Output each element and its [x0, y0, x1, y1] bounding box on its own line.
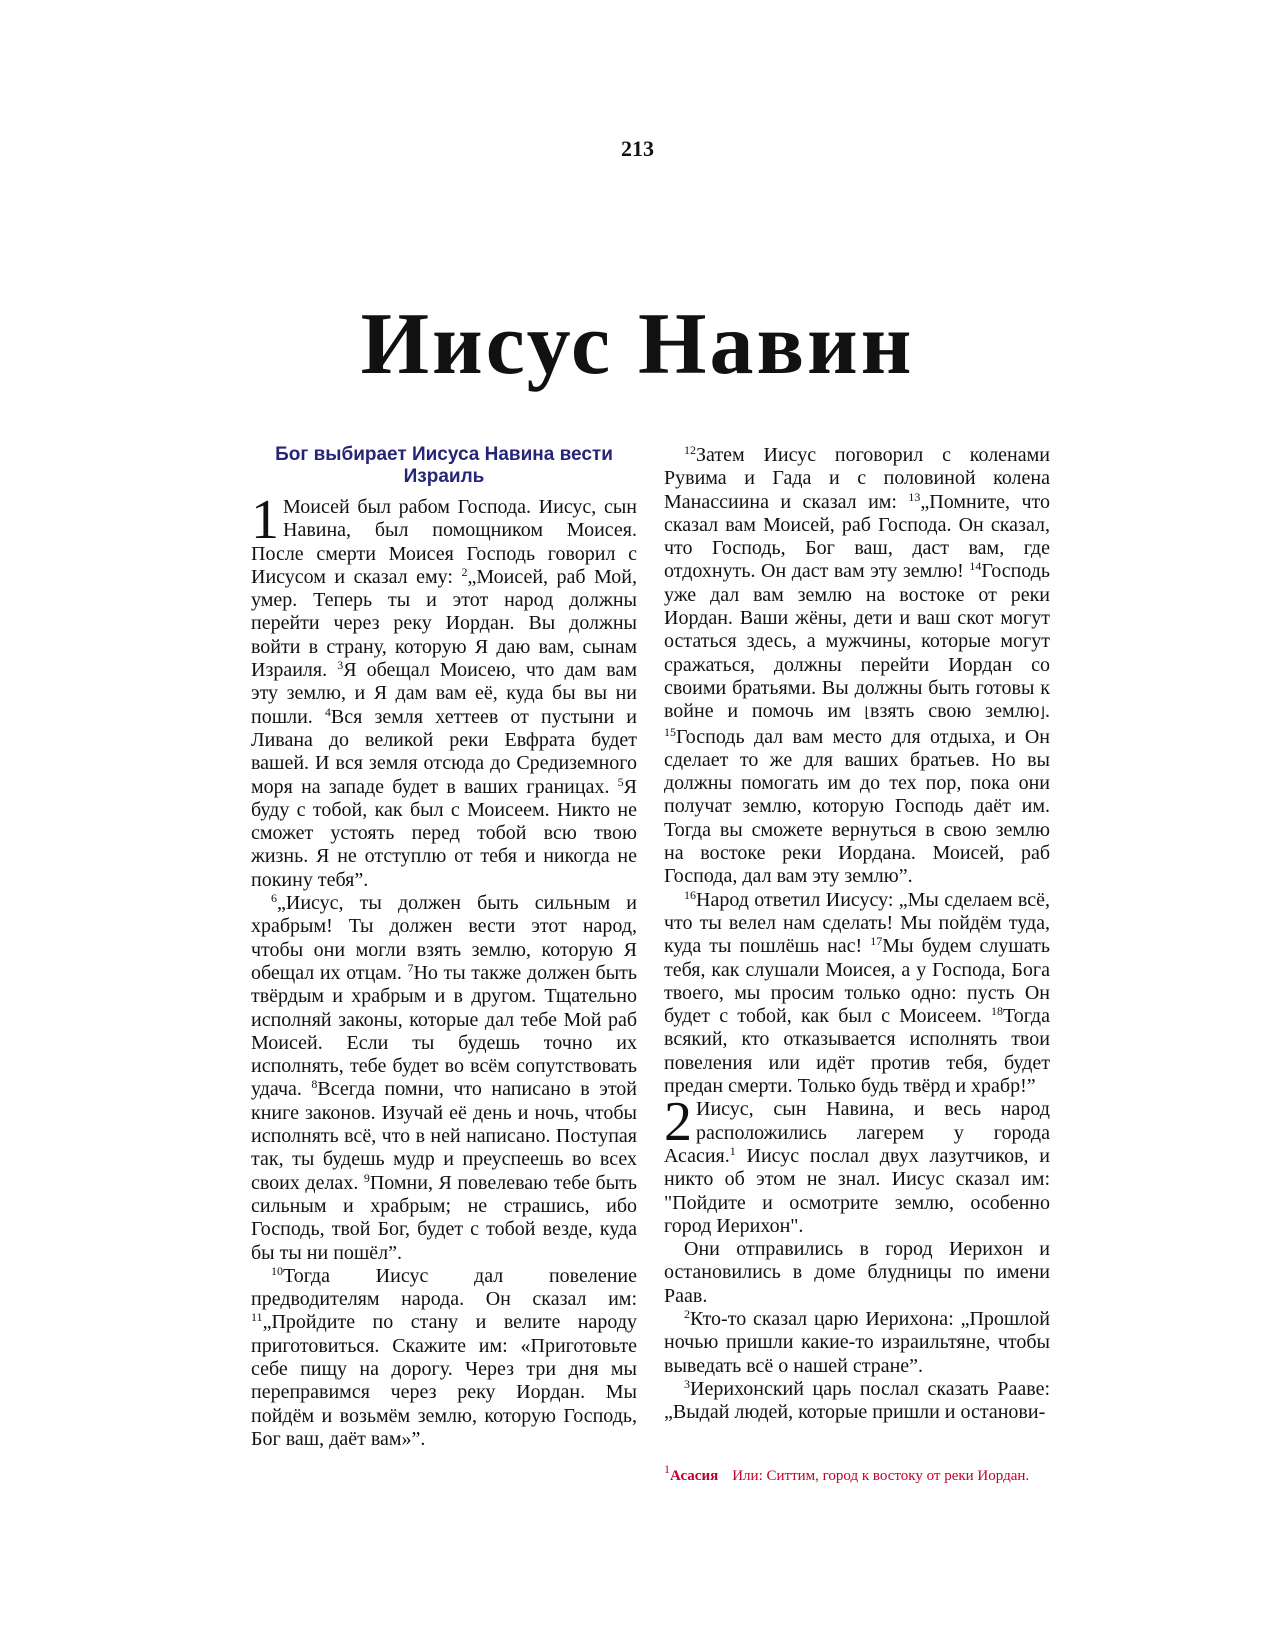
chapter-number: 2: [664, 1091, 692, 1154]
bracket-open: ⌊: [864, 706, 871, 722]
verse-number: 16: [684, 887, 696, 902]
verse-number: 13: [908, 489, 921, 504]
verse-text: Кто-то сказал царю Иерихона: „Прошлой ночью пришли какие-то израильтяне, чтобы выведать всё о нашей стране”.: [664, 1307, 1050, 1377]
right-column: [664, 444, 1050, 1424]
verse-text: Иерихонский царь послал сказать Рааве: „Выдай людей, которые пришли и останови-: [664, 1377, 1050, 1424]
verse-text: „Пройдите по стану и велите народу приготовиться. Скажите им: «Приготовьте себе пищу на дорогу. Через три дня мы переправимся через реку Иордан. Мы пойдём и возьмём землю, которую Господь, Бог ваш, даёт вам»”.: [251, 1311, 637, 1450]
verse-text: Тогда всякий, кто отказывается исполнять твои повеления или идёт против тебя, будет предан смерти. Только будь твёрд и храбр!”: [664, 1005, 1050, 1098]
verse-text: Затем Иисус поговорил с коленами Рувима и Гада и с половиной колена Манассиина и сказал им:: [664, 444, 1050, 513]
verse-text: Господь дал вам место для отдыха, и Он сделает то же для ваших братьев. Но вы должны помогать им до тех пор, пока они получат землю, которую Господь даёт им. Тогда вы сможете вернуться в свою землю на востоке реки Иордана. Моисей, раб Господа, дал вам эту землю”.: [664, 725, 1050, 888]
verse-text: Но ты также должен быть твёрдым и храбрым и в другом. Тщательно исполняй законы, которые дал тебе Мой раб Моисей. Если ты будешь точно их исполнять, тебе будет во всём сопутствовать удача.: [251, 961, 637, 1101]
verse-text: Моисей был рабом Господа. Иисус, сын Навина, был помощником Моисея. После смерти Моисея Господь говорил с Иисусом и сказал ему:: [251, 496, 637, 588]
paragraph: [664, 1238, 1050, 1308]
verse-number: 9: [363, 1170, 370, 1185]
verse-text: Народ ответил Иисусу: „Мы сделаем всё, что ты велел нам сделать! Мы пойдём туда, куда ты пошлёшь нас!: [664, 888, 1050, 958]
footnote-text: Или: Ситтим, город к востоку от реки Иордан.: [732, 1468, 1030, 1484]
verse-text: „Иисус, ты должен быть сильным и храбрым! Ты должен вести этот народ, чтобы они могли взять землю, которую Я обещал их отцам.: [251, 892, 637, 984]
verse-text: „Помните, что сказал вам Моисей, раб Господа. Он сказал, что Господь, Бог ваш, даст вам, где отдохнуть. Он даст вам эту землю!: [664, 490, 1051, 583]
paragraph: [251, 892, 637, 1265]
verse-number: 4: [324, 704, 331, 719]
verse-number: 5: [617, 774, 624, 789]
page-number: 213: [621, 136, 654, 161]
section-heading: Бог выбирает Иисуса Навина вести Израиль: [275, 444, 613, 487]
paragraph: [251, 1265, 637, 1451]
footnote-term: Асасия: [670, 1468, 719, 1484]
verse-number: 12: [684, 443, 696, 457]
paragraph: [664, 1378, 1050, 1425]
verse-number: 14: [969, 559, 982, 574]
book-title: Иисус Навин: [360, 296, 915, 393]
verse-number: 2: [684, 1306, 690, 1321]
verse-text: „Моисей, раб Мой, умер. Теперь ты и этот народ должны перейти через реку Иордан. Вы должны войти в страну, которую Я даю вам, сынам Израиля.: [251, 565, 638, 682]
verse-number: 8: [311, 1077, 318, 1092]
verse-text: Они отправились в город Иерихон и остановились в доме блудницы по имени Раав.: [664, 1238, 1050, 1307]
verse-number: 18: [991, 1004, 1004, 1019]
chapter-1-opening: [251, 489, 638, 892]
left-column: [251, 444, 637, 1451]
verse-number: 15: [664, 724, 676, 739]
verse-text: Мы будем слушать тебя, как слушали Моисея, а у Господа, Бога твоего, мы просим только одно: пусть Он будет с тобой, как был с Моисеем.: [664, 935, 1050, 1028]
footnote-marker: 1: [729, 1143, 736, 1158]
verse-text: Всегда помни, что написано в этой книге законов. Изучай её день и ночь, чтобы исполнять всё, что в ней написано. Поступая так, ты будешь мудр и преуспеешь во всех своих делах.: [251, 1078, 637, 1194]
verse-number: 10: [271, 1263, 283, 1278]
footnote-marker: 1: [664, 1462, 670, 1476]
chapter-2-opening: [664, 1091, 1050, 1238]
verse-text: Я обещал Моисею, что дам вам эту землю, и Я дам вам её, куда бы вы ни пошли.: [251, 659, 637, 728]
verse-text: взять свою землю: [870, 700, 1040, 723]
verse-text: Я буду с тобой, как был с Моисеем. Никто не сможет устоять перед тобой всю твою жизнь. Я не отступлю от тебя и никогда не покину тебя”.: [251, 775, 637, 891]
paragraph: [664, 444, 1050, 889]
verse-text: Иисус послал двух лазутчиков, и никто об этом не знал. Иисус сказал им: "Пойдите и осмотрите землю, особенно город Иерихон".: [664, 1144, 1050, 1237]
verse-text: Помни, Я повелеваю тебе быть сильным и храбрым; не страшись, ибо Господь, твой Бог, будет с тобой везде, куда бы ты ни пошёл”.: [251, 1171, 637, 1264]
verse-number: 11: [251, 1310, 263, 1325]
bracket-close: ⌋: [1039, 706, 1045, 722]
verse-number: 3: [684, 1376, 690, 1391]
footnote: [664, 1462, 1084, 1485]
verse-number: 7: [407, 960, 414, 975]
verse-text: .: [1045, 700, 1050, 723]
verse-number: 6: [271, 891, 277, 906]
paragraph: [664, 889, 1050, 1099]
chapter-number: 1: [251, 489, 279, 551]
verse-number: 17: [870, 934, 883, 949]
verse-text: Господь уже дал вам землю на востоке от реки Иордан. Ваши жёны, дети и ваш скот могут остаться здесь, а мужчины, которые могут сражаться, должны перейти Иордан со своими братьями. Вы должны быть готовы к войне и помочь им: [664, 560, 1050, 723]
paragraph: [664, 1308, 1050, 1378]
verse-number: 3: [337, 658, 344, 673]
verse-number: 2: [461, 564, 468, 579]
verse-text: Вся земля хеттеев от пустыни и Ливана до великой реки Евфрата будет вашей. И вся земля отсюда до Средиземного моря на западе будет в ваших границах.: [251, 705, 637, 798]
verse-text: Тогда Иисус дал повеление предводителям народа. Он сказал им:: [251, 1264, 637, 1311]
verse-text: Иисус, сын Навина, и весь народ расположились лагерем у города Асасия.: [664, 1098, 1050, 1167]
